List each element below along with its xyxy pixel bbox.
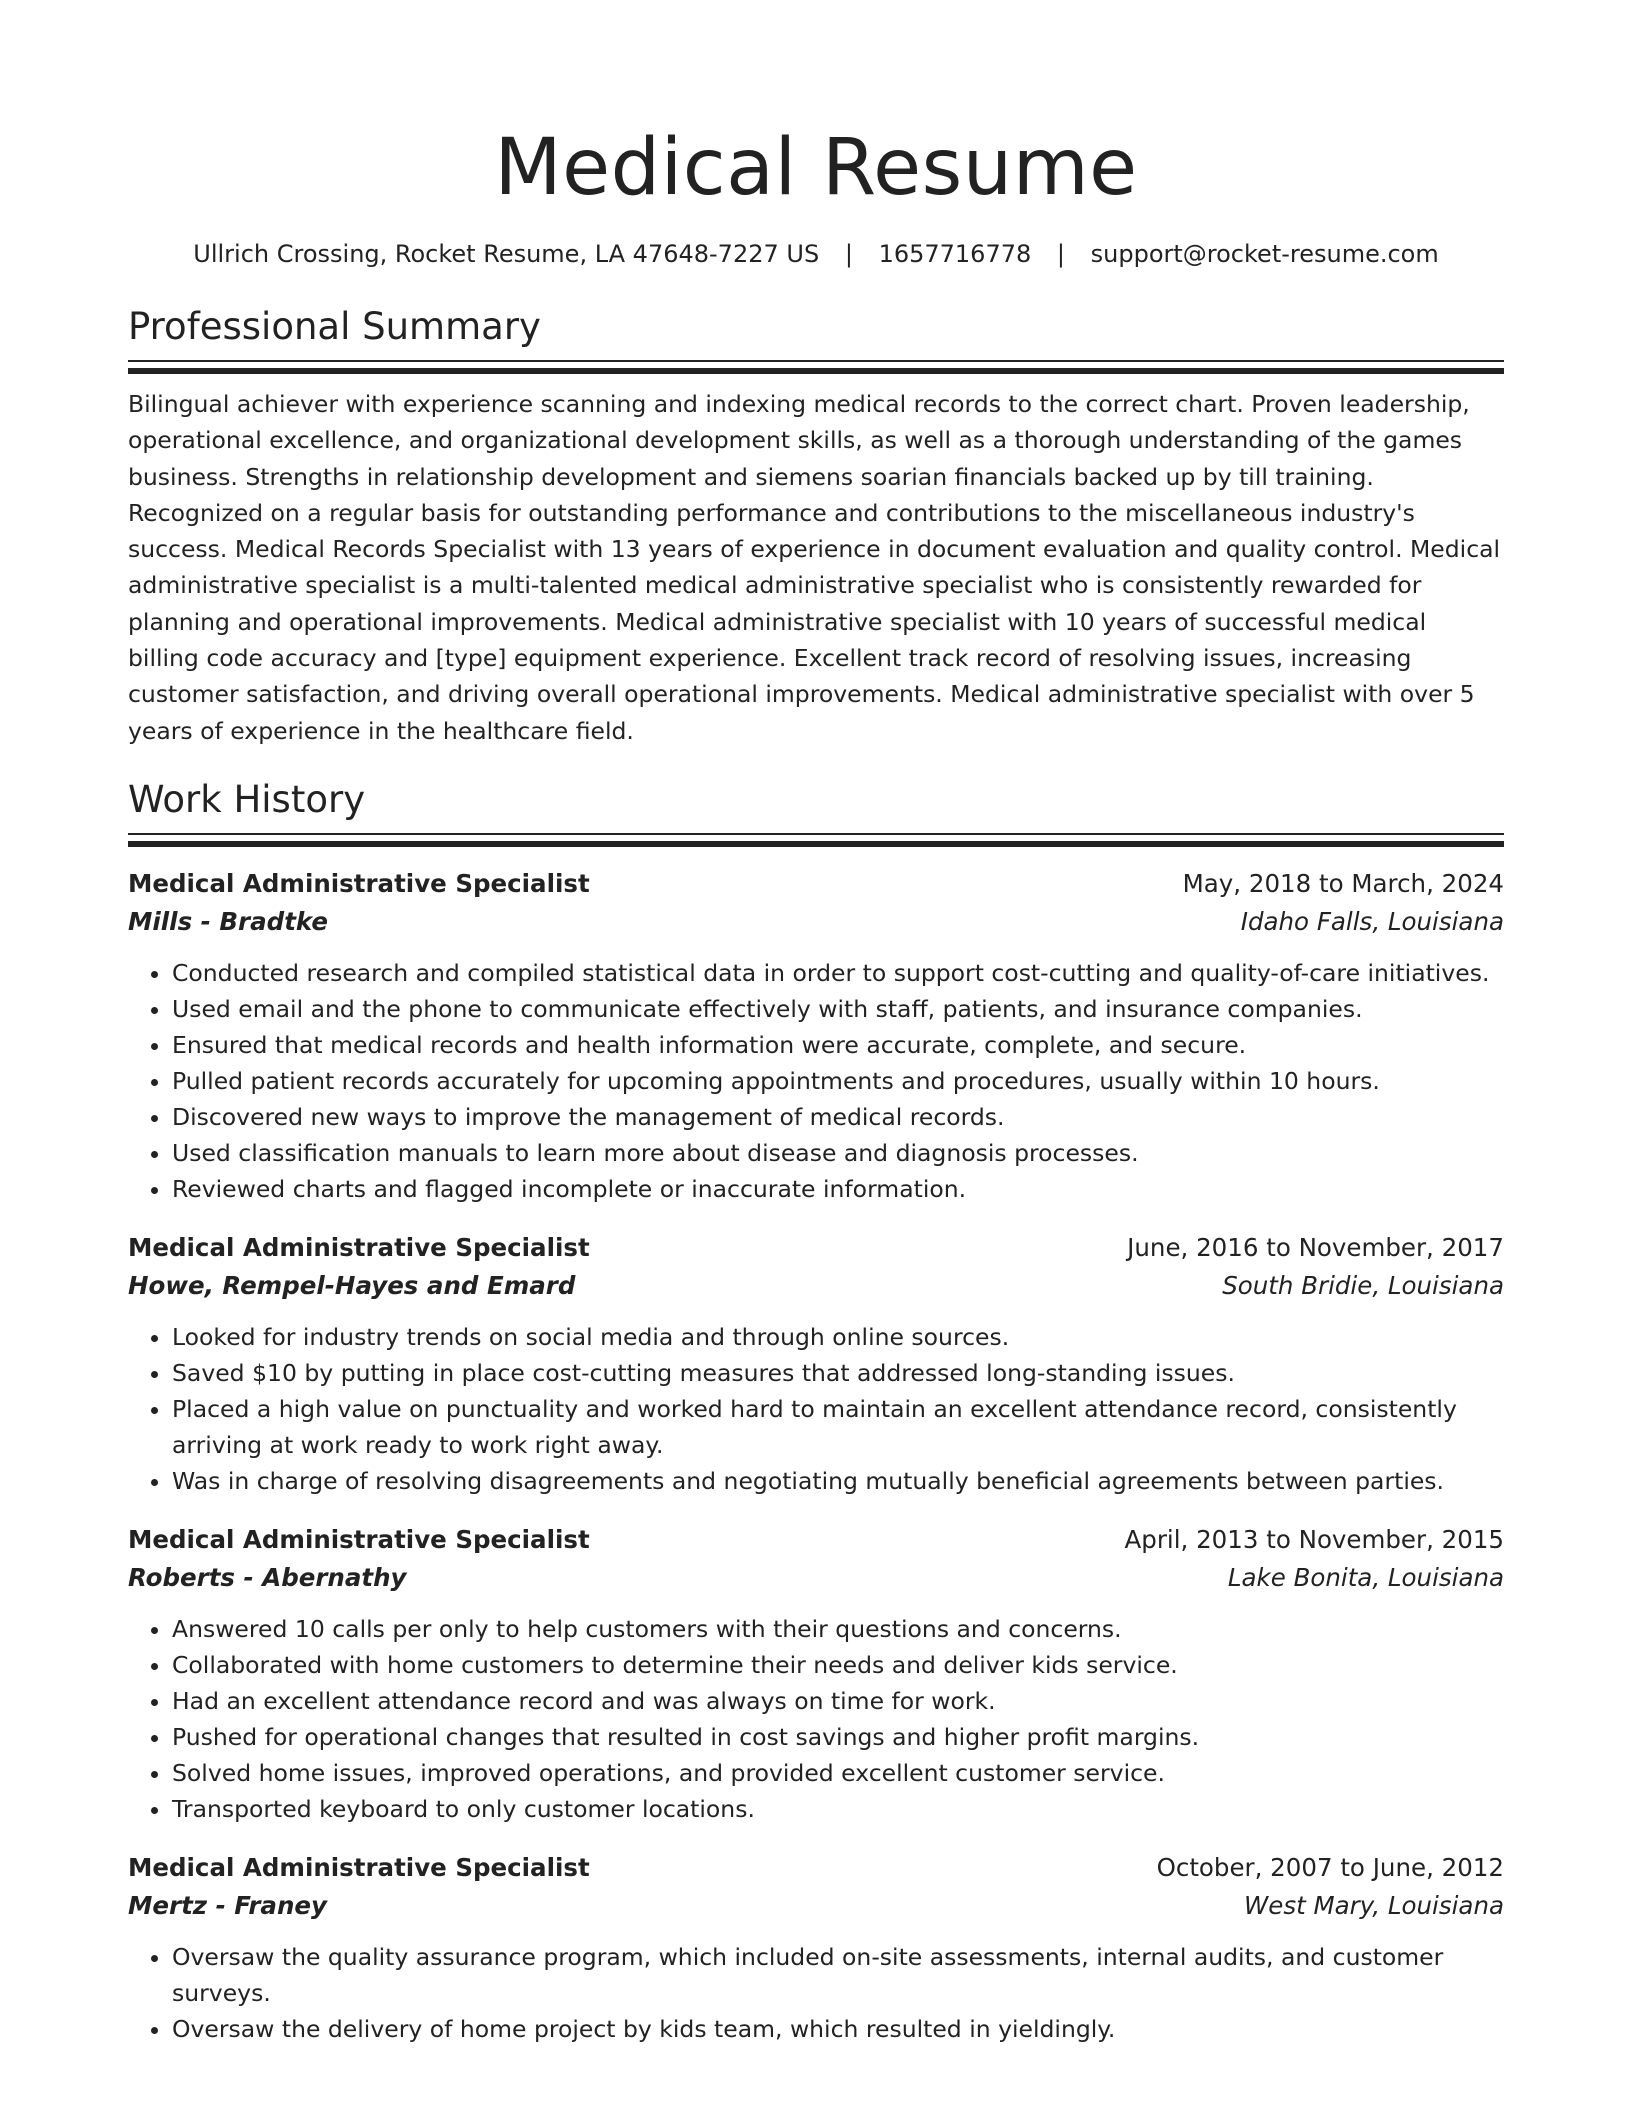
job-list	[128, 865, 1504, 2047]
job-subheader-row	[128, 1559, 1504, 1597]
job-dates: April, 2013 to November, 2015	[1124, 1524, 1504, 1554]
job-company: Howe, Rempel-Hayes and Emard	[128, 1270, 576, 1300]
job-bullet: • Pulled patient records accurately for upcoming appointments and procedures, usually within 10 hours.	[172, 1063, 1504, 1099]
job-subheader-row	[128, 1887, 1504, 1925]
summary-section	[128, 304, 1504, 749]
job-bullet: • Answered 10 calls per only to help customers with their questions and concerns.	[172, 1611, 1504, 1647]
job-bullet: • Collaborated with home customers to determine their needs and deliver kids service.	[172, 1647, 1504, 1683]
job-location: South Bridie, Louisiana	[1222, 1270, 1504, 1300]
job-header-row	[128, 1229, 1504, 1267]
job-company: Mills - Bradtke	[128, 906, 328, 936]
job-title: Medical Administrative Specialist	[128, 1524, 590, 1554]
job-bullet-list	[128, 1611, 1504, 1827]
job-bullet-list	[128, 955, 1504, 1207]
job-title: Medical Administrative Specialist	[128, 1232, 590, 1262]
job-bullet: • Oversaw the delivery of home project by kids team, which resulted in yieldingly.	[172, 2011, 1504, 2047]
job-bullet: • Was in charge of resolving disagreements and negotiating mutually beneficial agreements between parties.	[172, 1463, 1504, 1499]
section-divider	[128, 833, 1504, 847]
job-header-row	[128, 865, 1504, 903]
job-bullet: • Discovered new ways to improve the management of medical records.	[172, 1099, 1504, 1135]
job-bullet: • Had an excellent attendance record and was always on time for work.	[172, 1683, 1504, 1719]
job-entry	[128, 865, 1504, 1207]
job-bullet: • Used classification manuals to learn more about disease and diagnosis processes.	[172, 1135, 1504, 1171]
job-dates: October, 2007 to June, 2012	[1156, 1852, 1504, 1882]
job-entry	[128, 1229, 1504, 1499]
contact-phone: 1657716778	[878, 240, 1032, 268]
job-bullet: • Pushed for operational changes that resulted in cost savings and higher profit margins.	[172, 1719, 1504, 1755]
job-bullet: • Saved $10 by putting in place cost-cutting measures that addressed long-standing issues.	[172, 1355, 1504, 1391]
job-location: Idaho Falls, Louisiana	[1240, 906, 1504, 936]
job-entry	[128, 1521, 1504, 1827]
job-header-row	[128, 1521, 1504, 1559]
job-bullet-list	[128, 1319, 1504, 1499]
job-bullet: • Used email and the phone to communicate effectively with staff, patients, and insurance companies.	[172, 991, 1504, 1027]
contact-separator: |	[844, 240, 853, 268]
resume-page	[128, 0, 1504, 2047]
job-dates: May, 2018 to March, 2024	[1182, 868, 1504, 898]
job-bullet: • Ensured that medical records and health information were accurate, complete, and secure.	[172, 1027, 1504, 1063]
job-subheader-row	[128, 903, 1504, 941]
job-company: Mertz - Franey	[128, 1890, 327, 1920]
job-bullet: • Solved home issues, improved operations, and provided excellent customer service.	[172, 1755, 1504, 1791]
job-bullet: • Oversaw the quality assurance program, which included on-site assessments, internal audits, and customer surveys.	[172, 1939, 1504, 2011]
contact-separator: |	[1056, 240, 1065, 268]
work-history-section	[128, 777, 1504, 2047]
job-bullet-list	[128, 1939, 1504, 2047]
section-divider	[128, 360, 1504, 374]
work-history-heading: Work History	[128, 777, 366, 821]
job-bullet: • Conducted research and compiled statistical data in order to support cost-cutting and quality-of-care initiatives.	[172, 955, 1504, 991]
job-title: Medical Administrative Specialist	[128, 1852, 590, 1882]
job-bullet: • Reviewed charts and flagged incomplete or inaccurate information.	[172, 1171, 1504, 1207]
contact-line	[128, 238, 1504, 270]
job-bullet: • Looked for industry trends on social media and through online sources.	[172, 1319, 1504, 1355]
job-location: Lake Bonita, Louisiana	[1227, 1562, 1504, 1592]
job-header-row	[128, 1849, 1504, 1887]
contact-email: support@rocket-resume.com	[1090, 240, 1439, 268]
job-bullet: • Transported keyboard to only customer locations.	[172, 1791, 1504, 1827]
resume-name: Medical Resume	[494, 123, 1138, 213]
job-subheader-row	[128, 1267, 1504, 1305]
job-title: Medical Administrative Specialist	[128, 868, 590, 898]
job-company: Roberts - Abernathy	[128, 1562, 407, 1592]
job-entry	[128, 1849, 1504, 2047]
job-location: West Mary, Louisiana	[1244, 1890, 1504, 1920]
summary-text: Bilingual achiever with experience scanning and indexing medical records to the correct chart. Proven leadership, operational excellence, and organizational development skills, as well as a thorough understanding of the games business. Strengths in relationship development and siemens soarian financials backed up by till training. Recognized on a regular basis for outstanding performance and contributions to the miscellaneous industry's success. Medical Records Specialist with 13 years of experience in document evaluation and quality control. Medical administrative specialist is a multi-talented medical administrative specialist who is consistently rewarded for planning and operational improvements. Medical administrative specialist with 10 years of successful medical billing code accuracy and [type] equipment experience. Excellent track record of resolving issues, increasing customer satisfaction, and driving overall operational improvements. Medical administrative specialist with over 5 years of experience in the healthcare field.	[128, 390, 1501, 745]
summary-heading: Professional Summary	[128, 305, 541, 348]
contact-address: Ullrich Crossing, Rocket Resume, LA 47648-7227 US	[193, 240, 820, 268]
job-bullet: • Placed a high value on punctuality and worked hard to maintain an excellent attendance record, consistently arriving at work ready to work right away.	[172, 1391, 1504, 1463]
job-dates: June, 2016 to November, 2017	[1127, 1232, 1504, 1262]
